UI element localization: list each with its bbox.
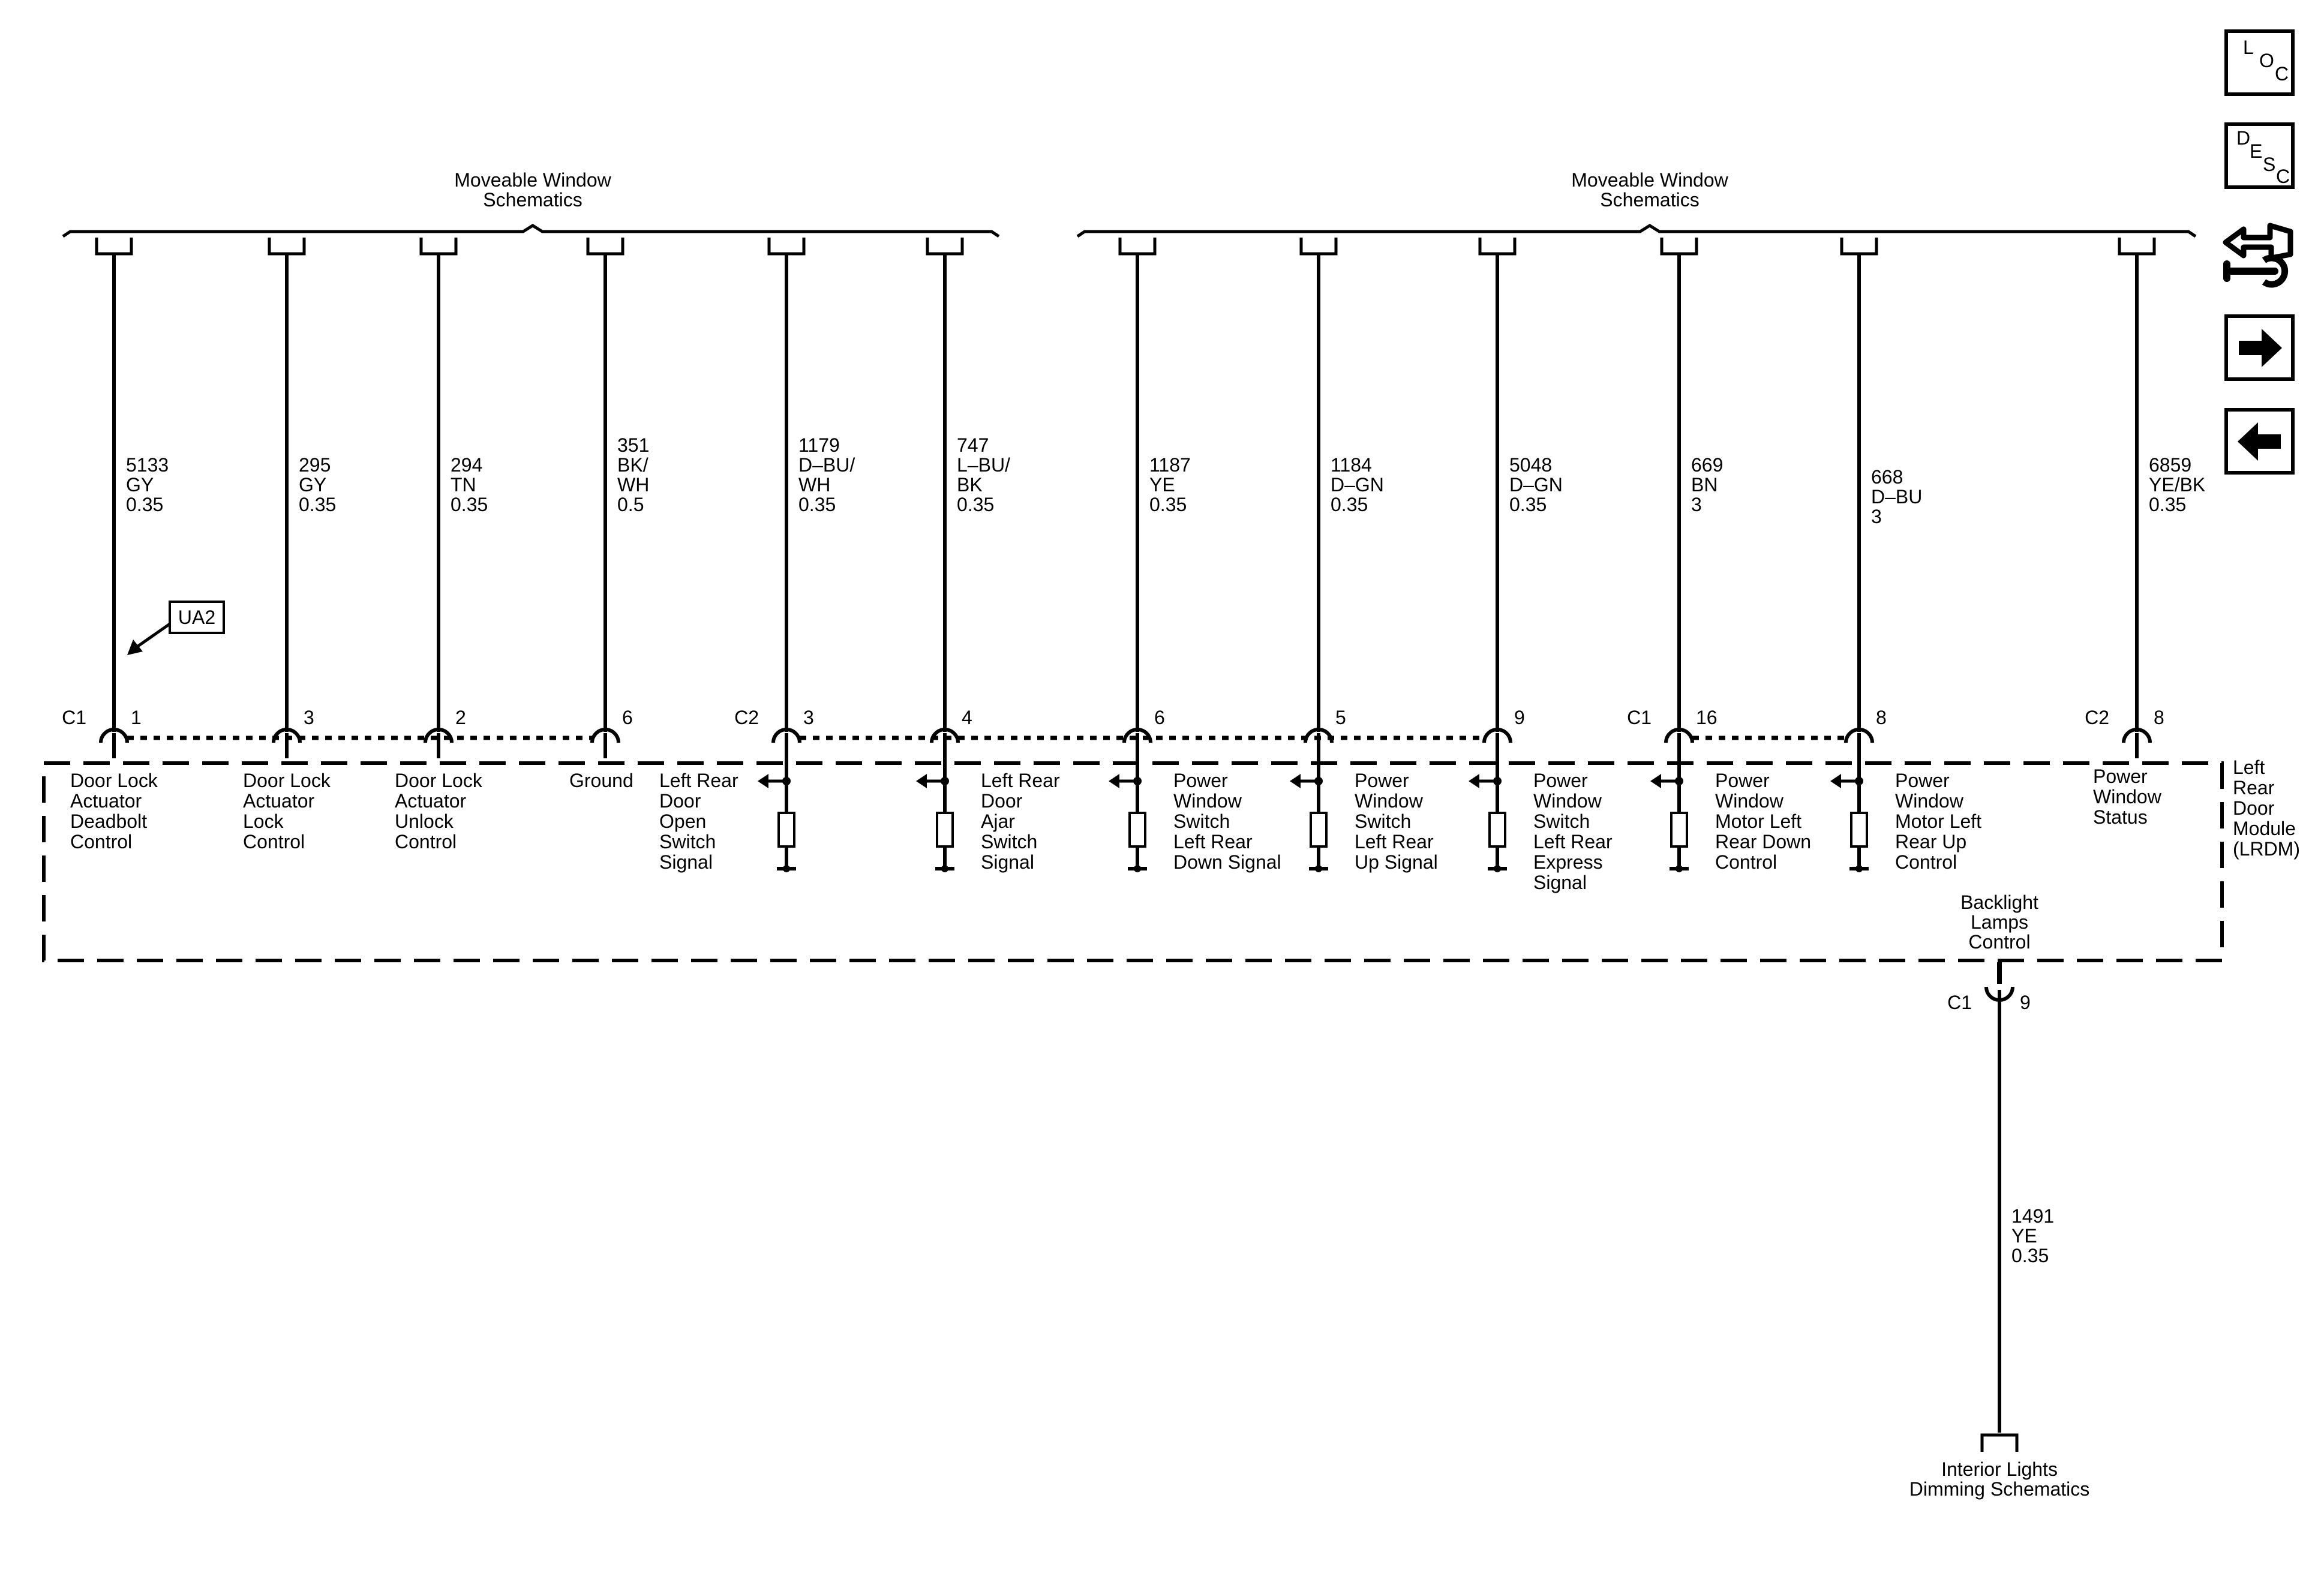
desc-icon[interactable] — [2224, 122, 2295, 189]
backlight-function-label-line: Control — [1968, 931, 2031, 953]
wire-id-line: D–GN — [1331, 474, 1384, 496]
pin-function-label-line: Rear Up — [1895, 831, 1967, 852]
loc-icon[interactable] — [2224, 29, 2295, 96]
signal-arrow-head — [1109, 774, 1119, 788]
ua2-leader — [138, 624, 170, 646]
wire-id-label — [957, 434, 1010, 515]
wire-id-line: 0.35 — [1509, 494, 1547, 515]
wire-id-line: 351 — [617, 434, 650, 456]
pin-function-label-line: Open — [659, 810, 707, 832]
icon-glyph: C — [2275, 63, 2289, 85]
junction-dot — [1134, 865, 1141, 872]
schematic-link-label-line: Moveable Window — [454, 169, 611, 191]
pin-function-label-line: Actuator — [70, 790, 142, 812]
pull-resistor — [779, 813, 794, 846]
junction-dot — [941, 865, 948, 872]
wire-id-line: BK/ — [617, 454, 648, 476]
pull-resistor — [937, 813, 953, 846]
junction-dot — [1494, 865, 1501, 872]
wire-id-label — [451, 454, 488, 515]
wire-id-line: D–GN — [1509, 474, 1563, 496]
wire-id-line: 5133 — [126, 454, 169, 476]
labels — [62, 169, 2300, 1500]
wire-top-connector — [1480, 238, 1515, 254]
pin-function-label — [1533, 770, 1613, 893]
junction-dot — [1855, 865, 1863, 872]
schematic-link-label-line: Schematics — [483, 189, 582, 211]
pin-function-label — [1715, 770, 1811, 873]
pull-resistor — [1130, 813, 1145, 846]
wire-id-line: 0.35 — [2011, 1245, 2049, 1266]
pin-function-label-line: Door Lock — [70, 770, 158, 791]
wire-id-line: 747 — [957, 434, 989, 456]
pin-function-label-line: Window — [1355, 790, 1423, 812]
backlight-dest-label — [1909, 1458, 2090, 1500]
icon-glyph: E — [2250, 140, 2263, 162]
pin-number: 1 — [131, 707, 142, 728]
pin-function-label-line: Power — [1895, 770, 1950, 791]
module-name-label-line: Left — [2233, 757, 2265, 778]
wire-id-line: 6859 — [2149, 454, 2192, 476]
signal-arrow-head — [758, 774, 768, 788]
pin-function-label-line: Power — [2093, 766, 2148, 787]
backlight-wire-id — [2011, 1205, 2054, 1266]
icon-glyph: O — [2259, 50, 2274, 71]
pin-function-label-line: Rear Down — [1715, 831, 1812, 852]
pin-number: 9 — [1514, 707, 1525, 728]
wire-top-connector — [1120, 238, 1155, 254]
wire-id-line: 669 — [1691, 454, 1724, 476]
wire-id-line: 3 — [1691, 494, 1702, 515]
connector-name: C2 — [2085, 707, 2109, 728]
pin-function-label-line: Switch — [1355, 810, 1412, 832]
module-name-label-line: Rear — [2233, 777, 2275, 798]
arrow-left-icon[interactable] — [2224, 408, 2295, 475]
arrow-right-glyph — [2228, 318, 2291, 377]
pin-function-label-line: Control — [395, 831, 457, 852]
pin-number: 8 — [2154, 707, 2164, 728]
icon-glyph: C — [2276, 166, 2290, 187]
module-name-label-line: (LRDM) — [2233, 838, 2300, 860]
pull-resistor — [1851, 813, 1867, 846]
pin-function-label-line: Motor Left — [1715, 810, 1802, 832]
pin-function-label-line: Signal — [659, 851, 713, 873]
wire-id-line: 0.35 — [957, 494, 995, 515]
pin-function-label-line: Window — [1173, 790, 1242, 812]
wire-top-connector — [97, 238, 131, 254]
pin-function-label-line: Unlock — [395, 810, 454, 832]
pull-resistor — [1490, 813, 1505, 846]
wire-id-line: WH — [798, 474, 831, 496]
connector-name: C2 — [734, 707, 759, 728]
wire-id-line: TN — [451, 474, 476, 496]
signal-arrow-head — [1650, 774, 1661, 788]
wire-id-line: 1179 — [798, 434, 840, 456]
pull-resistor — [1311, 813, 1326, 846]
wire-id-label — [798, 434, 855, 515]
backlight-dest-label-line: Interior Lights — [1941, 1458, 2058, 1480]
pin-function-label-line: Window — [1715, 790, 1783, 812]
pin-function-label — [981, 770, 1060, 873]
wire-id-label — [1149, 454, 1191, 515]
pin-function-label-line: Left Rear — [659, 770, 738, 791]
wire-id-label — [1691, 454, 1723, 515]
wire-top-connector — [2119, 238, 2154, 254]
pin-function-label-line: Lock — [243, 810, 284, 832]
wire-id-line: YE — [2011, 1225, 2037, 1247]
junction-dot — [782, 777, 791, 785]
wire-id-line: BK — [957, 474, 983, 496]
wire-id-line: 0.35 — [1149, 494, 1187, 515]
wire-top-connector — [927, 238, 962, 254]
pin-function-label-line: Control — [1895, 851, 1957, 873]
pin-function-label — [1173, 770, 1281, 873]
wire-id-line: 0.35 — [1331, 494, 1368, 515]
pin-function-label-line: Switch — [1173, 810, 1230, 832]
pin-function-label-line: Window — [1533, 790, 1602, 812]
junction-dot — [941, 777, 949, 785]
wire-id-line: L–BU/ — [957, 454, 1010, 476]
wire-id-line: 5048 — [1509, 454, 1553, 476]
pin-function-label-line: Switch — [659, 831, 716, 852]
pin-function-label-line: Window — [1895, 790, 1963, 812]
wire-id-line: BN — [1691, 474, 1718, 496]
pin-function-label-line: Left Rear — [1533, 831, 1613, 852]
junction-dot — [1855, 777, 1863, 785]
connector-name: C1 — [1627, 707, 1652, 728]
wire-id-line: 0.35 — [451, 494, 488, 515]
wire-id-line: 1184 — [1331, 454, 1372, 476]
module-name-label-line: Module — [2233, 818, 2296, 839]
junction-dot — [1315, 865, 1322, 872]
pin-function-label — [70, 770, 158, 852]
junction-dot — [1314, 777, 1323, 785]
schematic-link-label-line: Schematics — [1600, 189, 1700, 211]
icon-glyph: D — [2236, 127, 2251, 149]
pin-number: 3 — [803, 707, 814, 728]
connector-name: C1 — [62, 707, 86, 728]
pin-function-label-line: Status — [2093, 806, 2148, 828]
pin-function-label-line: Power — [1533, 770, 1588, 791]
signal-arrow-head — [1830, 774, 1841, 788]
backlight-dest-connector — [1982, 1435, 2017, 1452]
junction-dot — [1493, 777, 1502, 785]
schematic-brackets — [63, 226, 2196, 236]
wire-id-line: 1187 — [1149, 454, 1191, 476]
pin-function-label — [1895, 770, 1981, 873]
schematic-link-label-line: Moveable Window — [1571, 169, 1728, 191]
wire-id-line: 0.35 — [2149, 494, 2187, 515]
pin-number: 5 — [1335, 707, 1346, 728]
backlight-function-label — [1960, 891, 2038, 953]
pin-function-label-line: Up Signal — [1355, 851, 1438, 873]
pin-function-label-line: Power — [1715, 770, 1770, 791]
signal-arrow-head — [1290, 774, 1301, 788]
pin-function-label-line: Express — [1533, 851, 1603, 873]
schematic-link-label — [454, 169, 611, 211]
wire-top-connector — [269, 238, 304, 254]
pin-number: 8 — [1876, 707, 1887, 728]
pin-function-label-line: Door Lock — [243, 770, 331, 791]
pin-function-label-line: Actuator — [395, 790, 467, 812]
schematic-bracket — [1077, 226, 2196, 236]
wire-top-connector — [421, 238, 456, 254]
pin-number: 2 — [455, 707, 466, 728]
pin-function-label-line: Switch — [981, 831, 1038, 852]
pin-function-label — [243, 770, 331, 852]
wire-id-label — [1509, 454, 1563, 515]
wire-id-label — [126, 454, 169, 515]
wire-top-connector — [1842, 238, 1876, 254]
wire-id-line: YE — [1149, 474, 1175, 496]
module-name-label — [2233, 757, 2300, 860]
pin-function-label — [2093, 766, 2162, 828]
pin-function-label — [1355, 770, 1438, 873]
pin-function-label-line: Control — [243, 831, 305, 852]
wire-id-label — [1331, 454, 1384, 515]
pin-function-label-line: Power — [1173, 770, 1228, 791]
wire-id-line: D–BU/ — [798, 454, 855, 476]
backlight-dest-label-line: Dimming Schematics — [1909, 1478, 2090, 1500]
pin-function-label-line: Control — [70, 831, 133, 852]
wire-id-line: GY — [299, 474, 327, 496]
module-name-label-line: Door — [2233, 797, 2275, 819]
pull-resistor — [1671, 813, 1687, 846]
wire-id-line: 295 — [299, 454, 331, 476]
wire-id-line: YE/BK — [2149, 474, 2206, 496]
pin-number: 16 — [1696, 707, 1718, 728]
arrow-left-glyph — [2228, 412, 2291, 471]
pin-number: 6 — [622, 707, 633, 728]
wire-id-line: 0.5 — [617, 494, 644, 515]
pin-function-label-line: Left Rear — [1173, 831, 1253, 852]
backlight-connector-name: C1 — [1947, 992, 1972, 1013]
wire-id-line: 0.35 — [798, 494, 836, 515]
wire-id-line: GY — [126, 474, 154, 496]
junction-dot — [1676, 865, 1683, 872]
wire-top-connector — [1662, 238, 1697, 254]
wire-id-label — [2149, 454, 2205, 515]
pin-function-label-line: Door — [981, 790, 1023, 812]
icon-glyph: L — [2243, 37, 2254, 58]
pin-function-label-line: Door — [659, 790, 701, 812]
backlight-function-label-line: Lamps — [1970, 911, 2029, 933]
pin-function-label — [569, 770, 633, 791]
connector-wrench-glyph — [2220, 211, 2298, 295]
pin-number: 3 — [304, 707, 314, 728]
wire-id-line: 1491 — [2011, 1205, 2055, 1227]
pin-function-label-line: Ajar — [981, 810, 1015, 832]
pin-function-label-line: Window — [2093, 786, 2161, 807]
backlight-pin-number: 9 — [2020, 992, 2031, 1013]
pin-function-label-line: Left Rear — [981, 770, 1060, 791]
wire-id-line: 294 — [451, 454, 483, 476]
pin-function-label-line: Deadbolt — [70, 810, 148, 832]
arrow-right-icon[interactable] — [2224, 314, 2295, 381]
pin-number: 6 — [1154, 707, 1165, 728]
wire-id-line: WH — [617, 474, 650, 496]
pin-function-label-line: Ground — [569, 770, 633, 791]
wire-top-connector — [1301, 238, 1336, 254]
pin-function-label — [659, 770, 738, 873]
pin-function-label — [395, 770, 483, 852]
pin-function-label-line: Door Lock — [395, 770, 482, 791]
pin-function-label-line: Control — [1715, 851, 1777, 873]
wire-id-line: 3 — [1871, 506, 1882, 527]
backlight-function-label-line: Backlight — [1960, 891, 2038, 913]
pin-function-label-line: Switch — [1533, 810, 1590, 832]
pin-function-label-line: Down Signal — [1173, 851, 1281, 873]
signal-arrow-head — [916, 774, 927, 788]
wire-id-line: D–BU — [1871, 486, 1923, 508]
pin-function-label-line: Signal — [1533, 872, 1587, 893]
pin-function-label-line: Signal — [981, 851, 1034, 873]
wire-id-line: 0.35 — [299, 494, 337, 515]
icon-glyph: S — [2263, 154, 2276, 175]
connector-wrench-icon[interactable] — [2220, 211, 2298, 295]
pin-function-label-line: Motor Left — [1895, 810, 1982, 832]
wire-id-line: 0.35 — [126, 494, 164, 515]
wire-top-connector — [588, 238, 623, 254]
pin-function-label-line: Actuator — [243, 790, 315, 812]
junction-dot — [1133, 777, 1142, 785]
ua2-callout-label: UA2 — [178, 607, 216, 628]
wire-id-line: 668 — [1871, 466, 1903, 488]
wire-id-label — [1871, 466, 1922, 527]
junction-dot — [783, 865, 790, 872]
schematic-bracket — [63, 226, 999, 236]
pin-function-label-line: Power — [1355, 770, 1409, 791]
signal-arrow-head — [1469, 774, 1479, 788]
wire-top-connector — [769, 238, 804, 254]
ua2-arrowhead — [127, 640, 143, 655]
junction-dot — [1675, 777, 1683, 785]
pin-number: 4 — [962, 707, 972, 728]
pin-function-label-line: Left Rear — [1355, 831, 1434, 852]
wire-id-label — [299, 454, 336, 515]
schematic-link-label — [1571, 169, 1728, 211]
wire-id-label — [617, 434, 649, 515]
